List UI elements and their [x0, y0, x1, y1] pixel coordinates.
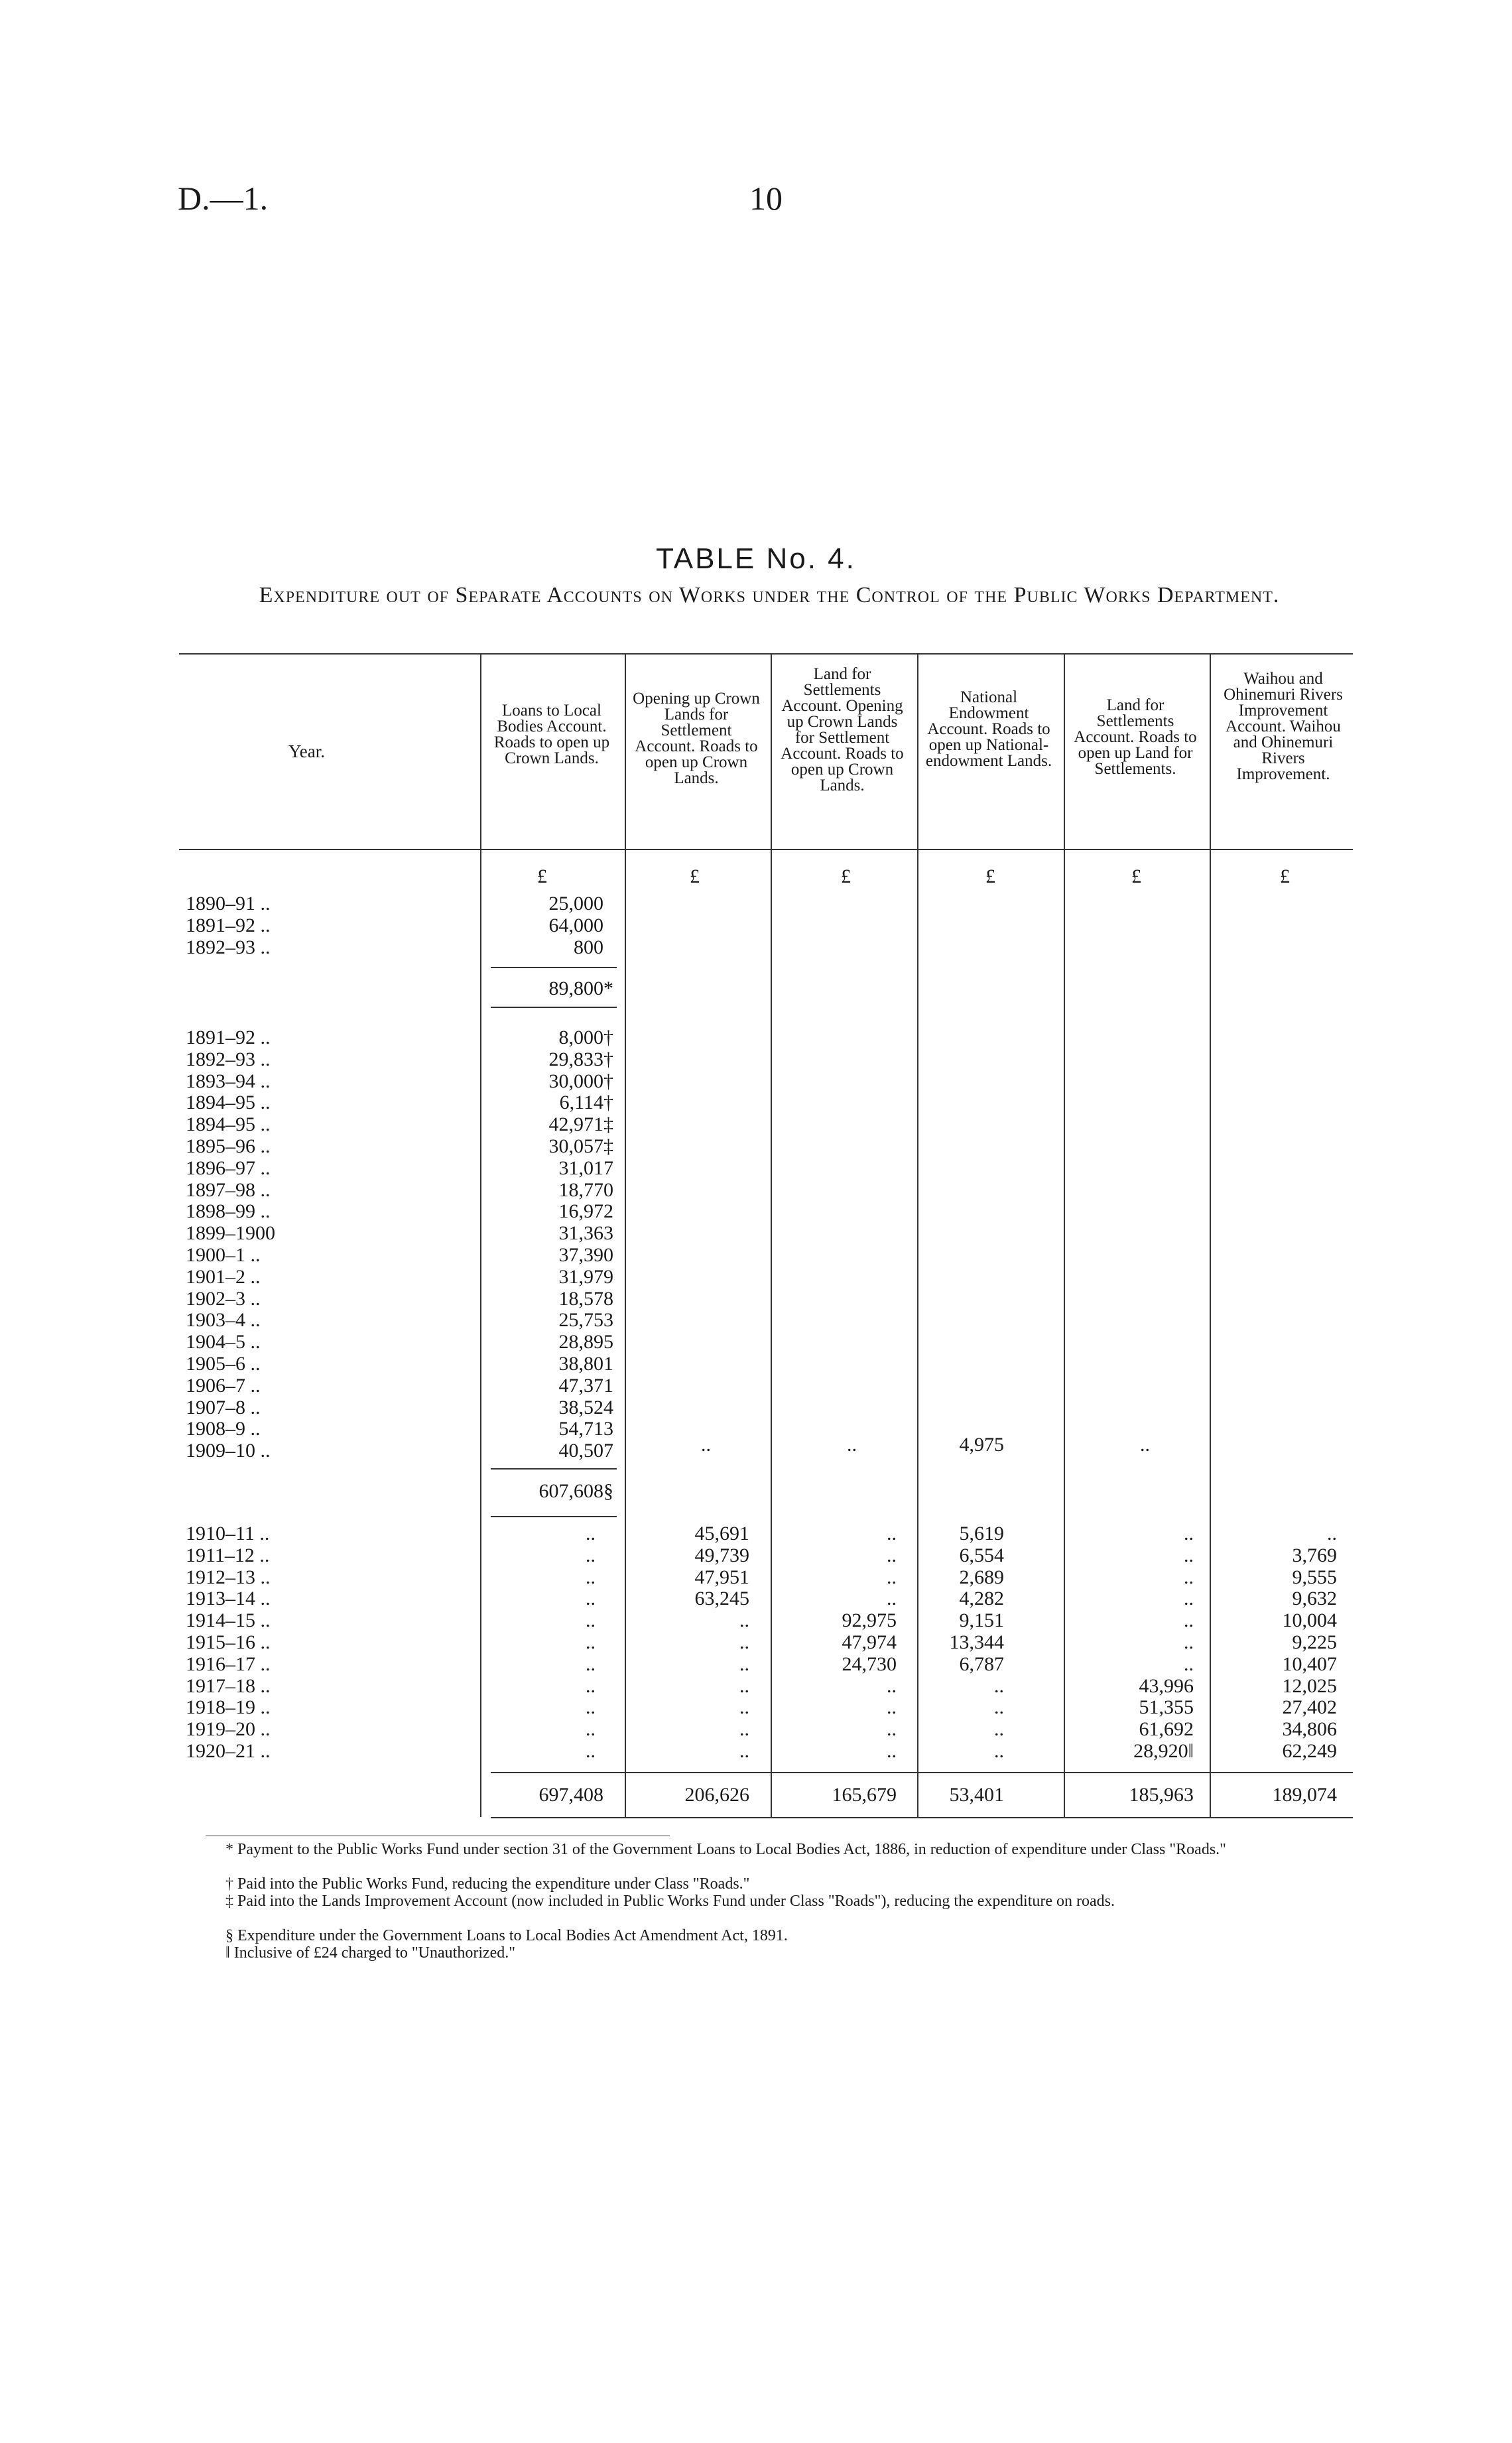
- year-cell: 1915–16 ..: [186, 1631, 271, 1653]
- year-cell: 1899–1900: [186, 1222, 275, 1244]
- value-cell: ..: [994, 1675, 1004, 1697]
- value-cell: 28,895: [558, 1331, 613, 1353]
- year-cell: 1897–98 ..: [186, 1179, 271, 1201]
- value-cell: ..: [994, 1740, 1004, 1762]
- currency-label: £: [1280, 865, 1290, 887]
- column-header-5: Land for Settlements Account. Roads to open up Land for Settlements.: [1074, 696, 1197, 778]
- value-cell: 24,730: [842, 1653, 897, 1675]
- value-cell: ..: [701, 1434, 711, 1456]
- value-cell: 2,689: [959, 1566, 1004, 1588]
- value-cell: ..: [586, 1718, 596, 1740]
- value-cell: ..: [586, 1696, 596, 1718]
- value-cell: ..: [887, 1523, 897, 1544]
- value-cell: ..: [586, 1675, 596, 1697]
- value-cell: ..: [887, 1544, 897, 1566]
- value-cell: 4,282: [959, 1588, 1004, 1609]
- value-cell: 4,975: [959, 1434, 1004, 1456]
- value-cell: 45,691: [694, 1523, 749, 1544]
- year-cell: 1891–92 ..: [186, 914, 271, 936]
- value-cell: ..: [1327, 1523, 1337, 1544]
- value-cell: 43,996: [1139, 1675, 1194, 1697]
- value-cell: 8,000†: [558, 1027, 613, 1048]
- value-cell: ..: [586, 1609, 596, 1631]
- year-cell: 1920–21 ..: [186, 1740, 271, 1762]
- year-cell: 1894–95 ..: [186, 1113, 271, 1135]
- value-cell: 18,578: [558, 1288, 613, 1310]
- value-cell: ..: [1184, 1544, 1194, 1566]
- total-cell: 165,679: [832, 1784, 897, 1806]
- year-cell: 1911–12 ..: [186, 1544, 270, 1566]
- value-cell: 9,225: [1292, 1631, 1337, 1653]
- value-cell: 38,801: [558, 1353, 613, 1375]
- value-cell: 63,245: [694, 1588, 749, 1609]
- value-cell: ..: [1140, 1434, 1150, 1456]
- table-subtitle: Expenditure out of Separate Accounts on Works under the Control of the Public Works Department.: [259, 583, 1280, 607]
- column-divider: [1064, 653, 1065, 1817]
- total-cell: 206,626: [684, 1784, 749, 1806]
- column-header-4: National Endowment Account. Roads to open up National-endowment Lands.: [925, 688, 1052, 770]
- value-cell: ..: [887, 1566, 897, 1588]
- value-cell: ..: [586, 1523, 596, 1544]
- value-cell: 13,344: [949, 1631, 1004, 1653]
- value-cell: 38,524: [558, 1397, 613, 1418]
- value-cell: 9,632: [1292, 1588, 1337, 1609]
- value-cell: 12,025: [1282, 1675, 1337, 1697]
- value-cell: 10,004: [1282, 1609, 1337, 1631]
- year-cell: 1909–10 ..: [186, 1440, 271, 1462]
- value-cell: ..: [739, 1718, 749, 1740]
- value-cell: ..: [1184, 1523, 1194, 1544]
- value-cell: ..: [1184, 1566, 1194, 1588]
- value-cell: 800: [574, 936, 603, 958]
- year-cell: 1896–97 ..: [186, 1157, 271, 1179]
- year-cell: 1917–18 ..: [186, 1675, 271, 1697]
- value-cell: ..: [586, 1544, 596, 1566]
- top-rule: [179, 653, 1353, 655]
- value-cell: 30,057‡: [548, 1135, 613, 1157]
- value-cell: 49,739: [694, 1544, 749, 1566]
- total-cell: 697,408: [538, 1784, 603, 1806]
- total-cell: 53,401: [949, 1784, 1004, 1806]
- value-cell: 47,951: [694, 1566, 749, 1588]
- column-header-1: Loans to Local Bodies Account. Roads to open up Crown Lands.: [493, 702, 610, 767]
- value-cell: ..: [1184, 1609, 1194, 1631]
- value-cell: 9,151: [959, 1609, 1004, 1631]
- year-cell: 1892–93 ..: [186, 936, 271, 958]
- subtotal-rule: [491, 967, 617, 968]
- year-cell: 1903–4 ..: [186, 1309, 261, 1331]
- currency-label: £: [690, 865, 700, 887]
- footnote: ‖ Inclusive of £24 charged to "Unauthorized.": [225, 1944, 516, 1962]
- value-cell: 51,355: [1139, 1696, 1194, 1718]
- year-cell: 1904–5 ..: [186, 1331, 261, 1353]
- column-header-2: Opening up Crown Lands for Settlement Account. Roads to open up Crown Lands.: [633, 690, 760, 787]
- value-cell: ..: [887, 1588, 897, 1609]
- header-bottom-rule: [179, 849, 1353, 850]
- value-cell: ..: [586, 1653, 596, 1675]
- table-title: TABLE No. 4.: [656, 542, 856, 575]
- value-cell: 25,000: [548, 893, 603, 914]
- year-cell: 1902–3 ..: [186, 1288, 261, 1310]
- column-divider: [771, 653, 772, 1817]
- value-cell: 31,017: [558, 1157, 613, 1179]
- year-cell: 1908–9 ..: [186, 1418, 261, 1440]
- value-cell: 6,787: [959, 1653, 1004, 1675]
- total-bottom-rule: [491, 1817, 1353, 1818]
- year-cell: 1901–2 ..: [186, 1266, 261, 1288]
- value-cell: ..: [739, 1631, 749, 1653]
- value-cell: ..: [887, 1718, 897, 1740]
- value-cell: ..: [739, 1696, 749, 1718]
- total-cell: 185,963: [1129, 1784, 1194, 1806]
- year-cell: 1905–6 ..: [186, 1353, 261, 1375]
- column-divider: [917, 653, 918, 1817]
- value-cell: 92,975: [842, 1609, 897, 1631]
- year-cell: 1913–14 ..: [186, 1588, 271, 1609]
- value-cell: 28,920‖: [1133, 1740, 1194, 1762]
- value-cell: 16,972: [558, 1200, 613, 1222]
- year-column-header: Year.: [288, 741, 326, 761]
- year-cell: 1898–99 ..: [186, 1200, 271, 1222]
- column-divider: [625, 653, 626, 1817]
- value-cell: 62,249: [1282, 1740, 1337, 1762]
- year-cell: 1906–7 ..: [186, 1375, 261, 1397]
- year-cell: 1894–95 ..: [186, 1092, 271, 1113]
- year-cell: 1895–96 ..: [186, 1135, 271, 1157]
- year-cell: 1914–15 ..: [186, 1609, 271, 1631]
- value-cell: ..: [739, 1675, 749, 1697]
- document-code: D.—1.: [178, 180, 269, 217]
- footnote: † Paid into the Public Works Fund, reducing the expenditure under Class "Roads.": [225, 1875, 750, 1893]
- column-header-3: Land for Settlements Account. Opening up Crown Lands for Settlement Account. Roads to open up Crown Lands.: [781, 665, 904, 794]
- footnote: § Expenditure under the Government Loans to Local Bodies Act Amendment Act, 1891.: [225, 1927, 788, 1944]
- value-cell: 18,770: [558, 1179, 613, 1201]
- currency-label: £: [1131, 865, 1141, 887]
- value-cell: ..: [586, 1588, 596, 1609]
- year-cell: 1919–20 ..: [186, 1718, 271, 1740]
- value-cell: ..: [994, 1718, 1004, 1740]
- value-cell: 31,979: [558, 1266, 613, 1288]
- subtotal-cell: 607,608§: [538, 1480, 613, 1502]
- value-cell: 6,114†: [559, 1092, 613, 1113]
- value-cell: ..: [847, 1434, 857, 1456]
- column-divider: [480, 653, 481, 1817]
- value-cell: ..: [739, 1740, 749, 1762]
- value-cell: 42,971‡: [548, 1113, 613, 1135]
- year-cell: 1900–1 ..: [186, 1244, 261, 1266]
- value-cell: 54,713: [558, 1418, 613, 1440]
- value-cell: 30,000†: [548, 1070, 613, 1092]
- value-cell: ..: [586, 1631, 596, 1653]
- footnote: ‡ Paid into the Lands Improvement Account (now included in Public Works Fund under Class "Roads"), reducing the expenditure on roads.: [225, 1893, 1115, 1910]
- value-cell: ..: [887, 1696, 897, 1718]
- year-cell: 1916–17 ..: [186, 1653, 271, 1675]
- value-cell: ..: [739, 1653, 749, 1675]
- value-cell: 40,507: [558, 1440, 613, 1462]
- total-cell: 189,074: [1272, 1784, 1337, 1806]
- page-number: 10: [749, 180, 783, 217]
- subtotal-rule: [491, 1516, 617, 1517]
- value-cell: ..: [887, 1675, 897, 1697]
- value-cell: ..: [586, 1566, 596, 1588]
- value-cell: 27,402: [1282, 1696, 1337, 1718]
- value-cell: ..: [586, 1740, 596, 1762]
- value-cell: ..: [1184, 1653, 1194, 1675]
- year-cell: 1891–92 ..: [186, 1027, 271, 1048]
- value-cell: 37,390: [558, 1244, 613, 1266]
- value-cell: 64,000: [548, 914, 603, 936]
- column-header-6: Waihou and Ohinemuri Rivers Improvement Account. Waihou and Ohinemuri Rivers Improvement.: [1224, 670, 1343, 783]
- subtotal-rule: [491, 1007, 617, 1008]
- value-cell: 3,769: [1292, 1544, 1337, 1566]
- value-cell: 6,554: [959, 1544, 1004, 1566]
- value-cell: ..: [1184, 1588, 1194, 1609]
- total-rule: [491, 1772, 1353, 1773]
- footnote: * Payment to the Public Works Fund under section 31 of the Government Loans to Local Bodies Act, 1886, in reduction of expenditure under Class "Roads.": [225, 1841, 1226, 1858]
- year-cell: 1912–13 ..: [186, 1566, 271, 1588]
- year-cell: 1907–8 ..: [186, 1397, 261, 1418]
- year-cell: 1892–93 ..: [186, 1048, 271, 1070]
- value-cell: 9,555: [1292, 1566, 1337, 1588]
- year-cell: 1910–11 ..: [186, 1523, 270, 1544]
- currency-label: £: [537, 865, 547, 887]
- currency-label: £: [985, 865, 995, 887]
- year-cell: 1918–19 ..: [186, 1696, 271, 1718]
- subtotal-rule: [491, 1468, 617, 1470]
- value-cell: ..: [1184, 1631, 1194, 1653]
- subtotal-cell: 89,800*: [548, 977, 613, 999]
- value-cell: ..: [887, 1740, 897, 1762]
- value-cell: 29,833†: [548, 1048, 613, 1070]
- value-cell: 25,753: [558, 1309, 613, 1331]
- value-cell: 47,974: [842, 1631, 897, 1653]
- value-cell: ..: [994, 1696, 1004, 1718]
- year-cell: 1890–91 ..: [186, 893, 271, 914]
- value-cell: ..: [739, 1609, 749, 1631]
- year-cell: 1893–94 ..: [186, 1070, 271, 1092]
- value-cell: 5,619: [959, 1523, 1004, 1544]
- value-cell: 47,371: [558, 1375, 613, 1397]
- currency-label: £: [841, 865, 851, 887]
- value-cell: 10,407: [1282, 1653, 1337, 1675]
- value-cell: 31,363: [558, 1222, 613, 1244]
- column-divider: [1210, 653, 1211, 1817]
- value-cell: 61,692: [1139, 1718, 1194, 1740]
- value-cell: 34,806: [1282, 1718, 1337, 1740]
